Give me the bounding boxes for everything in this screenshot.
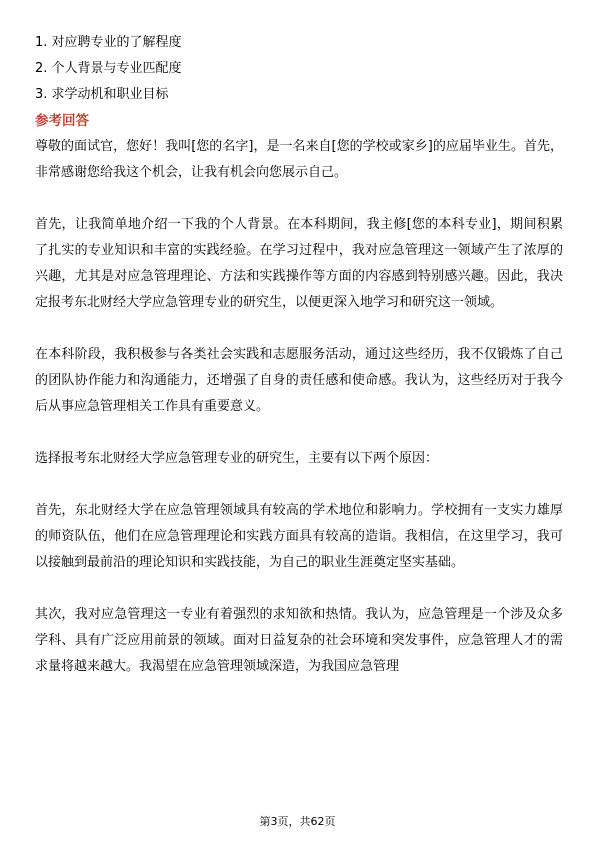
page-number-footer: 第3页，共62页 bbox=[259, 815, 336, 828]
paragraph-reason-two: 其次，我对应急管理这一专业有着强烈的求知欲和热情。我认为，应急管理是一个涉及众多学科、具有广泛应用前景的领域。面对日益复杂的社会环境和突发事件，应急管理人才的需求量将越来越大。我渴望在应急管理领域深造，为我国应急管理 bbox=[35, 607, 563, 674]
paragraph-gap bbox=[35, 186, 563, 212]
paragraph-reason-one: 首先，东北财经大学在应急管理领域具有较高的学术地位和影响力。学校拥有一支实力雄厚的师资队伍，他们在应急管理理论和实践方面具有较高的造诣。我相信，在这里学习，我可以接触到最前沿的理论知识和实践技能，为自己的职业生涯奠定坚实基础。 bbox=[35, 503, 563, 570]
paragraph-gap bbox=[35, 316, 563, 342]
document-body bbox=[35, 30, 563, 680]
paragraph-gap bbox=[35, 420, 563, 446]
section-heading: 参考回答 bbox=[35, 113, 89, 129]
list-item: 1. 对应聘专业的了解程度 bbox=[35, 35, 182, 50]
paragraph-practice: 在本科阶段，我积极参与各类社会实践和志愿服务活动，通过这些经历，我不仅锻炼了自己的团队协作能力和沟通能力，还增强了自身的责任感和使命感。我认为，这些经历对于我今后从事应急管理相关工作具有重要意义。 bbox=[35, 347, 563, 414]
paragraph-background: 首先，让我简单地介绍一下我的个人背景。在本科期间，我主修[您的本科专业]，期间积累了扎实的专业知识和丰富的实践经验。在学习过程中，我对应急管理这一领域产生了浓厚的兴趣，尤其是对应急管理理论、方法和实践操作等方面的内容感到特别感兴趣。因此，我决定报考东北财经大学应急管理专业的研究生，以便更深入地学习和研究这一领域。 bbox=[35, 217, 563, 310]
paragraph-reasons-intro: 选择报考东北财经大学应急管理专业的研究生，主要有以下两个原因： bbox=[35, 451, 439, 466]
paragraph-gap bbox=[35, 576, 563, 602]
paragraph-gap bbox=[35, 472, 563, 498]
list-item: 3. 求学动机和职业目标 bbox=[35, 87, 169, 102]
list-item: 2. 个人背景与专业匹配度 bbox=[35, 61, 182, 76]
paragraph-intro: 尊敬的面试官，您好！我叫[您的名字]，是一名来自[您的学校或家乡]的应届毕业生。首先，非常感谢您给我这个机会，让我有机会向您展示自己。 bbox=[35, 139, 563, 180]
